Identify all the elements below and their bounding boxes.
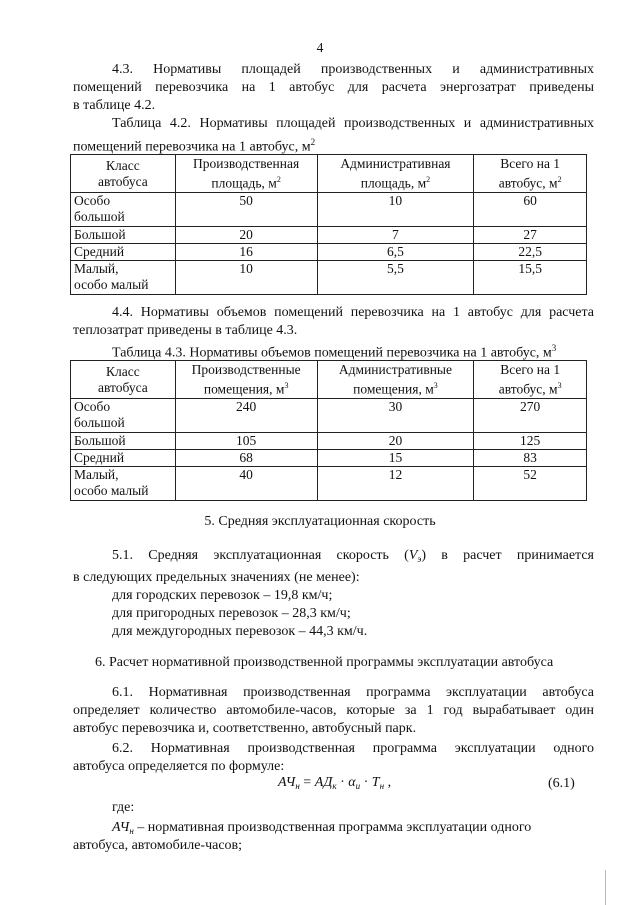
scan-artifact-line <box>605 870 606 905</box>
header-cell: Производственные помещения, $м^3$ <box>175 361 317 399</box>
value-cell: 15,5 <box>474 261 587 295</box>
value-cell: 10 <box>175 261 317 295</box>
table-header-row <box>71 155 587 193</box>
class-cell: Особо большой <box>71 193 176 227</box>
para-4-4-line1: 4.4. Нормативы объемов помещений перевозчика на 1 автобус для расчета <box>112 305 594 320</box>
class-cell: Малый, особо малый <box>71 261 176 295</box>
para-5-1-line1: 5.1. Средняя эксплуатационная скорость $(V_э)$ в расчет принимается <box>112 548 594 564</box>
para-4-3-line3: в таблице 4.2. <box>73 98 156 113</box>
value-cell: 30 <box>317 399 474 433</box>
value-cell: 7 <box>317 227 474 244</box>
definition-line2: автобуса, автомобиле-часов; <box>73 838 243 853</box>
value-cell: 105 <box>175 433 317 450</box>
value-cell: 125 <box>474 433 587 450</box>
para-4-4-line2: теплозатрат приведены в таблице 4.3. <box>73 323 298 338</box>
header-cell: Производственная площадь, $м^2$ <box>175 155 317 193</box>
definition-line1: $АЧ_н$ – нормативная производственная программа эксплуатации одного <box>112 820 532 836</box>
para-6-2-line1: 6.2. Нормативная производственная программа эксплуатации одного <box>112 741 594 756</box>
formula-6-1: $АЧ_н = АД_к \cdot \alpha_и \cdot Т_н$ , <box>278 775 392 791</box>
value-cell: 240 <box>175 399 317 433</box>
value-cell: 12 <box>317 467 474 501</box>
value-cell: 83 <box>474 450 587 467</box>
value-cell: 60 <box>474 193 587 227</box>
table-row <box>71 450 587 467</box>
para-6-1-line1: 6.1. Нормативная производственная программа эксплуатации автобуса <box>112 685 594 700</box>
table-row <box>71 467 587 501</box>
value-cell: 52 <box>474 467 587 501</box>
header-cell: Административная площадь, $м^2$ <box>317 155 474 193</box>
value-cell: 20 <box>317 433 474 450</box>
para-4-3-line2: помещений перевозчика на 1 автобус для расчета энергозатрат приведены <box>73 80 594 95</box>
value-cell: 10 <box>317 193 474 227</box>
value-cell: 270 <box>474 399 587 433</box>
table-row <box>71 399 587 433</box>
header-cell: Административные помещения, $м^3$ <box>317 361 474 399</box>
para-5-1-line2: в следующих предельных значениях (не менее): <box>73 570 360 585</box>
section-6-heading: 6. Расчет нормативной производственной программы эксплуатации автобуса <box>95 655 554 670</box>
value-cell: 20 <box>175 227 317 244</box>
table-4-2 <box>70 154 587 295</box>
value-cell: 27 <box>474 227 587 244</box>
table-4-3 <box>70 360 587 501</box>
table-row <box>71 227 587 244</box>
header-cell: Класс автобуса <box>71 155 176 193</box>
header-cell: Всего на 1 автобус, $м^2$ <box>474 155 587 193</box>
page-number: 4 <box>316 40 324 55</box>
class-cell: Средний <box>71 244 176 261</box>
class-cell: Особо большой <box>71 399 176 433</box>
value-cell: 40 <box>175 467 317 501</box>
speed-item-suburban: для пригородных перевозок – 28,3 км/ч; <box>112 606 351 621</box>
table-4-3-caption: Таблица 4.3. Нормативы объемов помещений перевозчика на 1 автобус, $м^3$ <box>112 343 557 361</box>
value-cell: 50 <box>175 193 317 227</box>
para-6-2-line2: автобуса определяется по формуле: <box>73 759 285 774</box>
table-header-row <box>71 361 587 399</box>
speed-item-intercity: для междугородных перевозок – 44,3 км/ч. <box>112 624 368 639</box>
class-cell: Большой <box>71 227 176 244</box>
value-cell: 15 <box>317 450 474 467</box>
value-cell: 5,5 <box>317 261 474 295</box>
where-label: где: <box>112 800 135 815</box>
value-cell: 6,5 <box>317 244 474 261</box>
para-4-3-line1: 4.3. Нормативы площадей производственных и административных <box>112 62 594 77</box>
table-row <box>71 433 587 450</box>
para-6-1-line3: автобус перевозчика и, соответственно, автобусный парк. <box>73 721 417 736</box>
value-cell: 22,5 <box>474 244 587 261</box>
para-6-1-line2: определяет количество автомобиле-часов, которые за 1 год вырабатывает один <box>73 703 594 718</box>
table-4-2-caption-line1: Таблица 4.2. Нормативы площадей производственных и административных <box>112 116 594 131</box>
class-cell: Средний <box>71 450 176 467</box>
header-cell: Класс автобуса <box>71 361 176 399</box>
class-cell: Малый, особо малый <box>71 467 176 501</box>
equation-number: (6.1) <box>548 776 575 791</box>
header-cell: Всего на 1 автобус, $м^3$ <box>474 361 587 399</box>
table-row <box>71 193 587 227</box>
section-5-heading: 5. Средняя эксплуатационная скорость <box>204 514 436 529</box>
table-row <box>71 244 587 261</box>
table-row <box>71 261 587 295</box>
class-cell: Большой <box>71 433 176 450</box>
table-4-2-caption-line2: помещений перевозчика на 1 автобус, $м^2$ <box>73 137 316 155</box>
speed-item-urban: для городских перевозок – 19,8 км/ч; <box>112 588 333 603</box>
value-cell: 16 <box>175 244 317 261</box>
value-cell: 68 <box>175 450 317 467</box>
